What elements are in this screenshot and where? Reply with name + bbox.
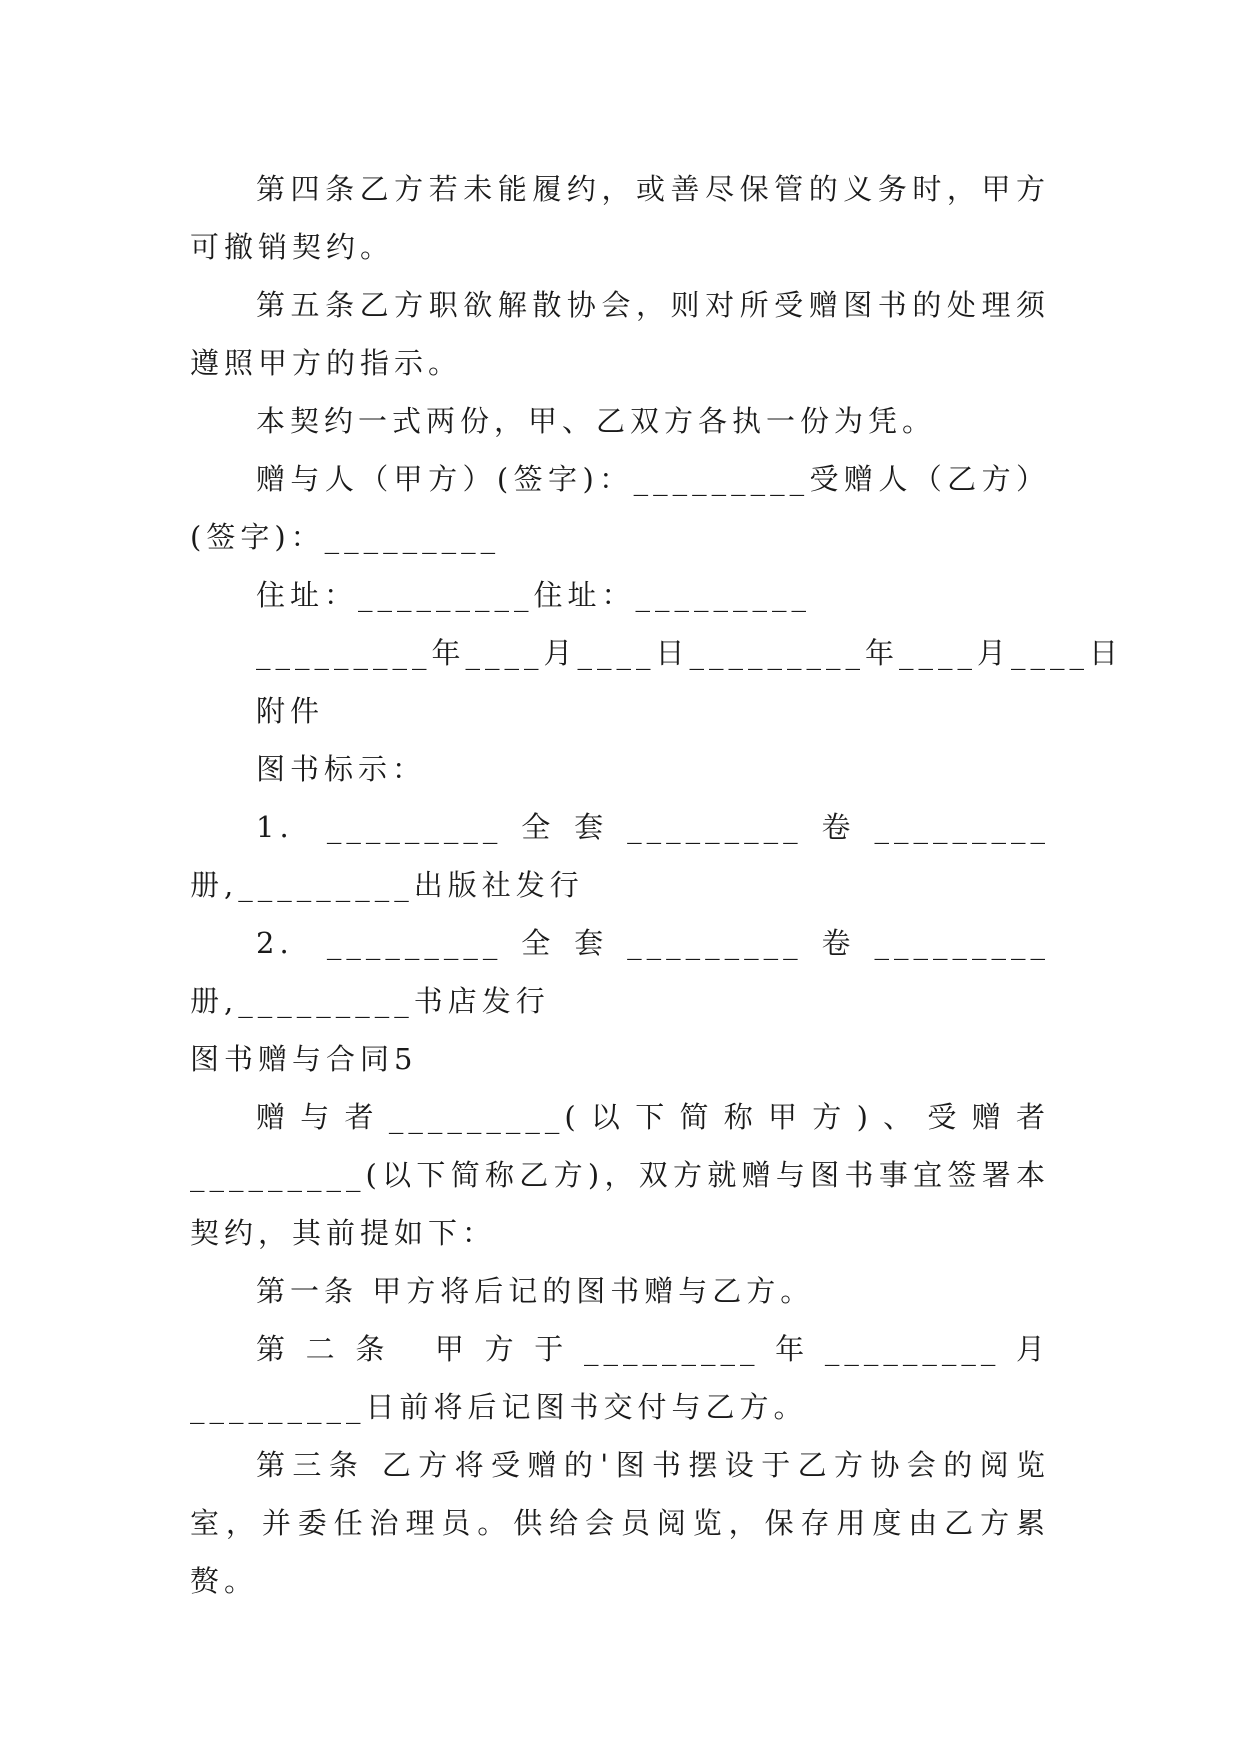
signature-line: 赠与人（甲方）(签字)：_________受赠人（乙方）(签字)：_________ <box>190 462 1050 554</box>
article-5: 第五条乙方职欲解散协会，则对所受赠图书的处理须遵照甲方的指示。 <box>190 288 1050 380</box>
article-1: 第一条 甲方将后记的图书赠与乙方。 <box>256 1274 815 1308</box>
preamble: 赠与者_________(以下简称甲方)、受赠者_________(以下简称乙方)，双方就赠与图书事宜签署本契约，其前提如下： <box>190 1100 1050 1250</box>
article-2: 第二条 甲方于_________年_________月_________日前将后记图书交付与乙方。 <box>190 1332 1050 1424</box>
book-item-2: 2. _________全套_________卷_________册,_________书店发行 <box>190 926 1050 1018</box>
article-3: 第三条 乙方将受赠的'图书摆设于乙方协会的阅览室，并委任治理员。供给会员阅览，保存用度由乙方累赘。 <box>190 1448 1050 1598</box>
attachment-heading: 附件 <box>256 694 325 728</box>
address-line: 住址：_________住址：_________ <box>256 578 812 612</box>
section-title: 图书赠与合同5 <box>190 1042 418 1076</box>
book-item-1: 1. _________全套_________卷_________册,_________出版社发行 <box>190 810 1050 902</box>
document-body <box>190 160 1124 1610</box>
copies-clause: 本契约一式两份，甲、乙双方各执一份为凭。 <box>256 404 937 438</box>
article-4: 第四条乙方若未能履约，或善尽保管的义务时，甲方可撤销契约。 <box>190 172 1050 264</box>
date-line: _________年____月____日_________年____月____日 <box>256 636 1124 670</box>
book-list-heading: 图书标示： <box>256 752 427 786</box>
